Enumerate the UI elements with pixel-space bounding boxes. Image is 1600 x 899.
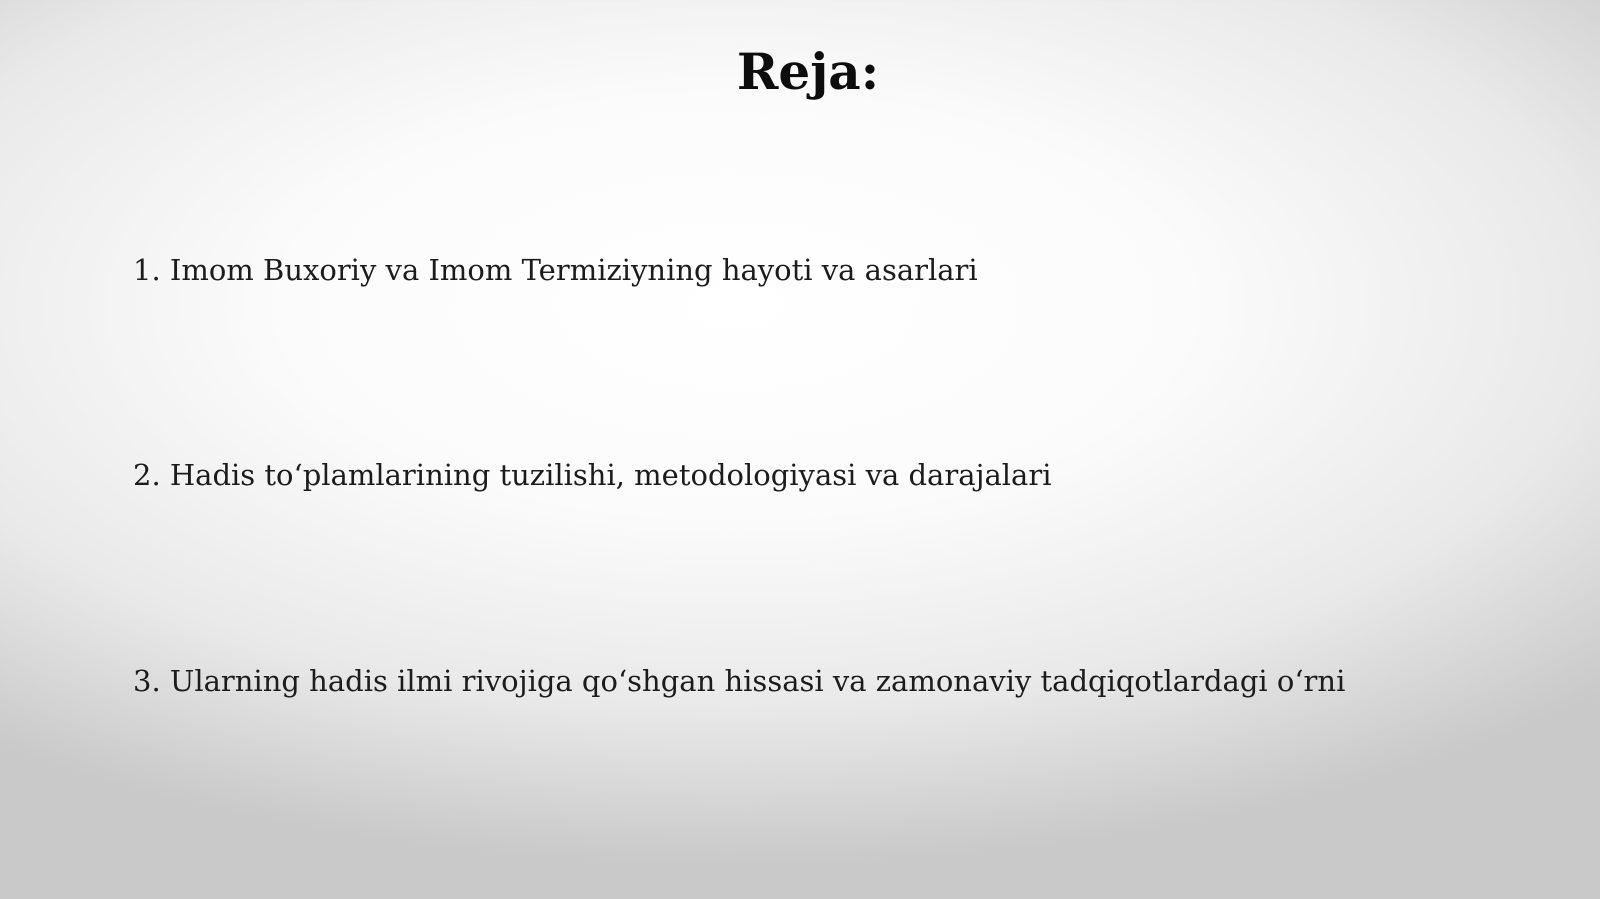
plan-item-2: 2. Hadis to‘plamlarining tuzilishi, metodologiyasi va darajalari	[133, 458, 1052, 492]
slide-title: Reja:	[736, 42, 880, 101]
plan-item-3: 3. Ularning hadis ilmi rivojiga qo‘shgan hissasi va zamonaviy tadqiqotlardagi o‘rni	[133, 664, 1346, 698]
plan-item-1: 1. Imom Buxoriy va Imom Termiziyning hayoti va asarlari	[133, 253, 978, 287]
